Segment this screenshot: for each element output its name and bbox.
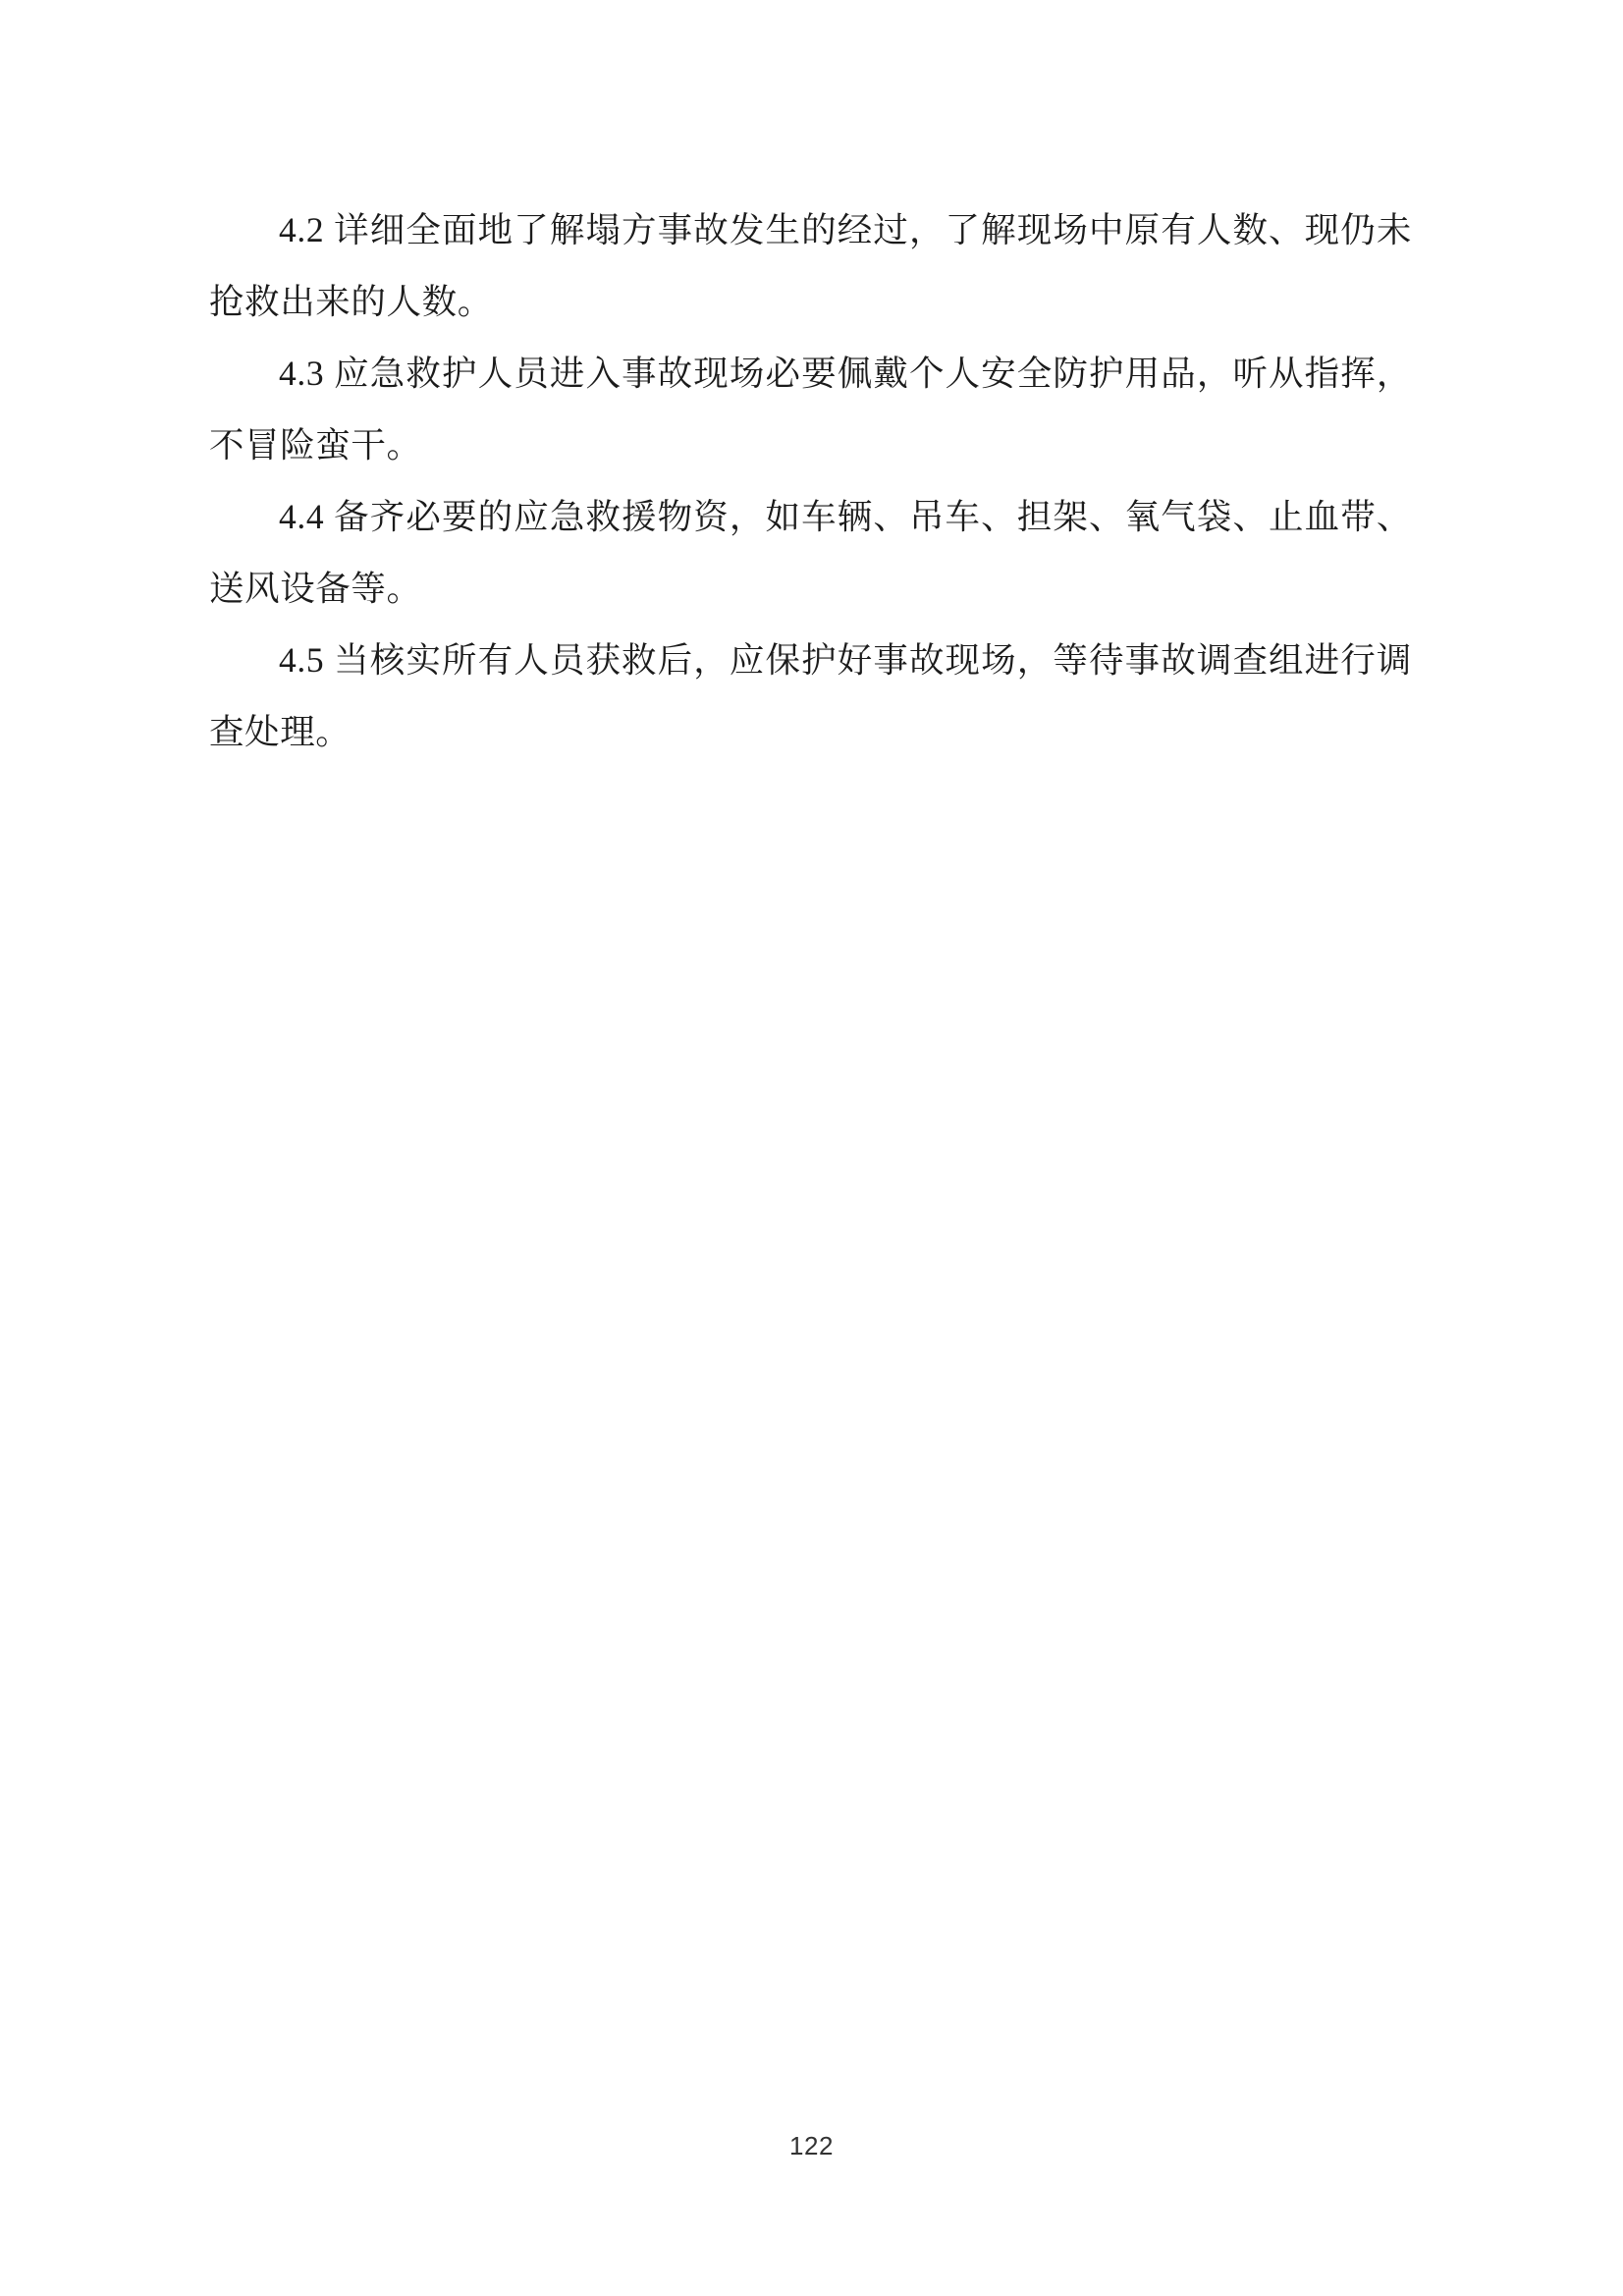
paragraph-4-4: 4.4 备齐必要的应急救援物资，如车辆、吊车、担架、氧气袋、止血带、送风设备等。	[209, 497, 1412, 608]
paragraph-4-3: 4.3 应急救护人员进入事故现场必要佩戴个人安全防护用品，听从指挥，不冒险蛮干。	[209, 354, 1412, 465]
page-footer	[0, 2131, 1623, 2161]
page-body	[209, 194, 1412, 768]
page-number: 122	[789, 2131, 834, 2160]
paragraph-4-2: 4.2 详细全面地了解塌方事故发生的经过，了解现场中原有人数、现仍未抢救出来的人数。	[209, 210, 1412, 321]
paragraph-4-5: 4.5 当核实所有人员获救后，应保护好事故现场，等待事故调查组进行调查处理。	[209, 640, 1412, 751]
